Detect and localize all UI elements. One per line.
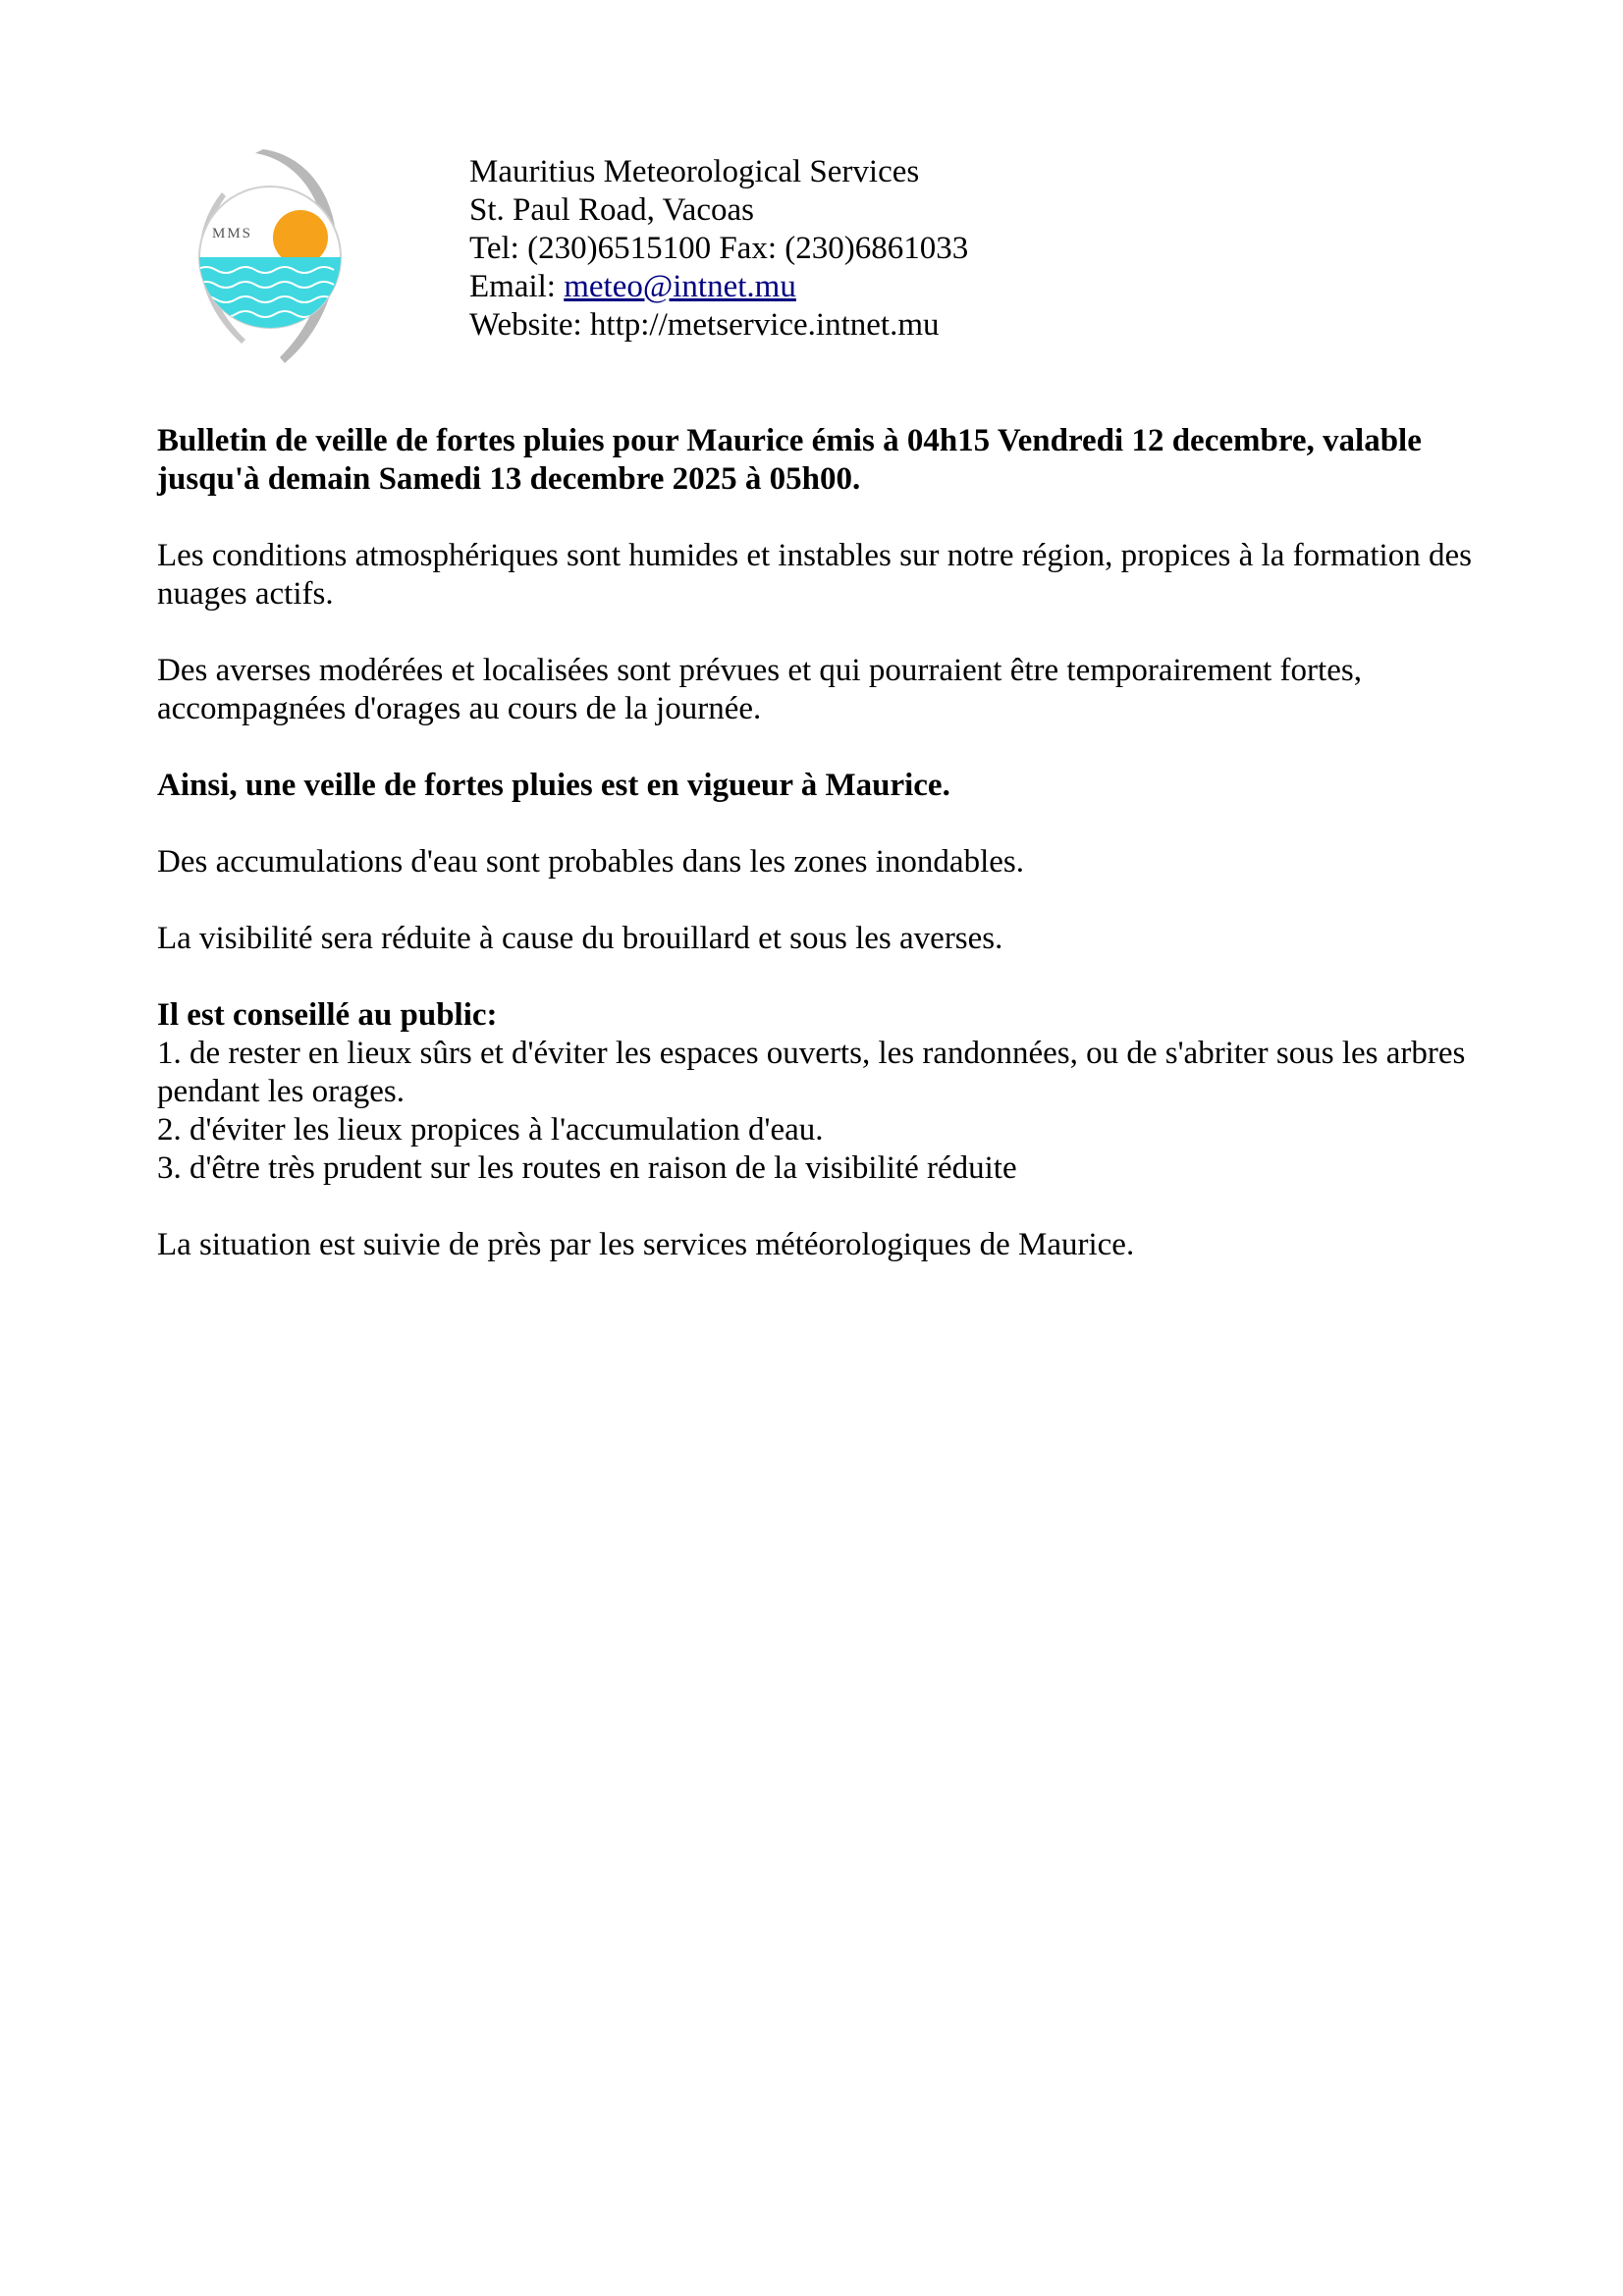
- advice-item: 1. de rester en lieux sûrs et d'éviter les espaces ouverts, les randonnées, ou de s'abriter sous les arbres pendant les orages.: [157, 1036, 1466, 1109]
- advice-heading: Il est conseillé au public:: [157, 997, 498, 1033]
- org-website: Website: http://metservice.intnet.mu: [469, 307, 940, 343]
- mms-logo: [187, 147, 363, 368]
- advice-item: 2. d'éviter les lieux propices à l'accumulation d'eau.: [157, 1112, 824, 1148]
- org-name: Mauritius Meteorological Services: [469, 154, 920, 189]
- closing-statement: La situation est suivie de près par les services météorologiques de Maurice.: [157, 1227, 1135, 1262]
- letterhead: [469, 153, 968, 345]
- email-link[interactable]: meteo@intnet.mu: [564, 269, 796, 304]
- bulletin-title: Bulletin de veille de fortes pluies pour Maurice émis à 04h15 Vendredi 12 decembre, valable jusqu'à demain Samedi 13 decembre 2025 à 05h00.: [157, 423, 1422, 497]
- advice-section: [157, 996, 1473, 1188]
- paragraph-showers: Des averses modérées et localisées sont prévues et qui pourraient être temporairement fortes, accompagnées d'orages au cours de la journée.: [157, 653, 1362, 726]
- advice-item: 3. d'être très prudent sur les routes en raison de la visibilité réduite: [157, 1150, 1017, 1186]
- org-address: St. Paul Road, Vacoas: [469, 192, 754, 228]
- logo-text: MMS: [212, 226, 253, 241]
- alert-statement: Ainsi, une veille de fortes pluies est en vigueur à Maurice.: [157, 768, 950, 803]
- bulletin-body: [157, 422, 1473, 1303]
- paragraph-water-accumulation: Des accumulations d'eau sont probables dans les zones inondables.: [157, 844, 1024, 880]
- email-label: Email:: [469, 269, 565, 304]
- org-phone-fax: Tel: (230)6515100 Fax: (230)6861033: [469, 231, 969, 266]
- org-email-line: [469, 268, 968, 306]
- paragraph-conditions: Les conditions atmosphériques sont humides et instables sur notre région, propices à la formation des nuages actifs.: [157, 538, 1472, 612]
- paragraph-visibility: La visibilité sera réduite à cause du brouillard et sous les averses.: [157, 921, 1003, 956]
